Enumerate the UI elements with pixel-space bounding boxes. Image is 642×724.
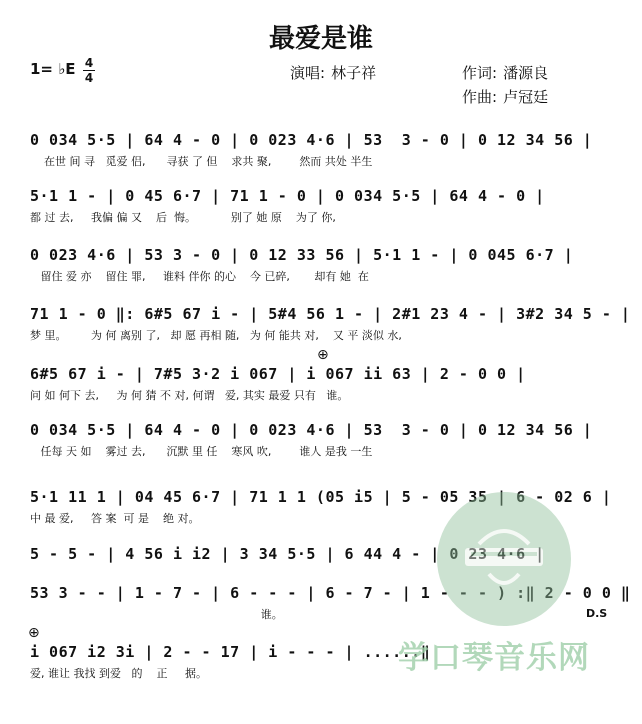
lyrics-line: 谁。 [30,608,283,621]
meter-top: 4 [84,56,94,70]
notation-line: 53 3 - - | 1 - 7 - | 6 - - - | 6 - 7 - | 1 - - - ) :‖ 2 - 0 0 ‖ [30,584,631,602]
composer-name: 卢冠廷 [503,88,549,106]
notation-line: 5·1 1 - | 0 45 6·7 | 71 1 - 0 | 0 034 5·5 | 64 4 - 0 | [30,187,545,205]
lyrics-line: 在世 间 寻 觅爱 侣, 寻获 了 但 求共 聚, 然而 共处 半生 [30,155,373,168]
ds-mark: D.S [586,607,608,620]
notation-line: i 067 i2 3i | 2 - - 17 | i - - - | ......‖ [30,643,431,661]
notation-line: 0 034 5·5 | 64 4 - 0 | 0 023 4·6 | 53 3 - 0 | 0 12 34 56 | [30,131,593,149]
watermark-text: 学口琴音乐网 [398,640,590,676]
score-row-1 [30,130,615,170]
harmonica-icon [459,518,549,598]
song-title: 最爱是谁 [268,24,373,54]
watermark-logo [437,492,571,626]
notation-line: 6#5 67 i - | 7#5 3·2 i 067 | i 067 ii 63 | 2 - 0 0 | [30,365,526,383]
notation-line: 0 034 5·5 | 64 4 - 0 | 0 023 4·6 | 53 3 - 0 | 0 12 34 56 | [30,421,593,439]
key-signature: 1= ♭E [30,60,76,78]
score-row-2 [30,186,615,226]
singer-credit [290,62,376,83]
coda-sign-1: ⊕ [317,347,329,363]
lyrics-line: 梦 里。 为 何 离别 了, 却 愿 再相 随, 为 何 能共 对, 又 平 淡似 水, [30,329,402,342]
time-signature [83,57,95,84]
lyricist-name: 潘源良 [503,64,549,82]
score-row-4 [30,304,631,344]
notation-line: 5 - 5 - | 4 56 i i2 | 3 34 5·5 | 6 44 4 - | 0 23 4·6 | [30,545,545,563]
composer-label: 作曲: [462,88,498,106]
lyrics-line: 中 最 爱, 答 案 可 是 绝 对。 [30,512,200,525]
lyricist-label: 作词: [462,64,498,82]
lyrics-line: 留住 爱 亦 留住 罪, 谁料 伴你 的心 今 已碎, 却有 她 在 [30,270,369,283]
lyrics-line: 问 如 何下 去, 为 何 猜 不 对, 何谓 爱, 其实 最爱 只有 谁。 [30,389,349,402]
notation-line: 5·1 11 1 | 04 45 6·7 | 71 1 1 (05 i5 | 5 - 05 35 | 6 - 02 6 | [30,488,612,506]
singer-name: 林子祥 [331,64,377,82]
meter-bottom: 4 [84,71,94,85]
coda-sign-2: ⊕ [28,625,40,641]
lyrics-line: 任每 天 如 雾过 去, 沉默 里 任 寒风 吹, 谁人 是我 一生 [30,445,373,458]
lyrics-line: 爱, 谁让 我找 到爱 的 正 据。 [30,667,207,680]
score-row-6 [30,420,615,460]
score-row-3 [30,245,615,285]
lyrics-line: 都 过 去, 我偏 偏 又 后 悔。 别了 她 原 为了 你, [30,211,336,224]
score-row-5 [30,364,615,404]
composer-credit [462,86,548,107]
singer-label: 演唱: [290,64,326,82]
notation-line: 0 023 4·6 | 53 3 - 0 | 0 12 33 56 | 5·1 1 - | 0 045 6·7 | [30,246,574,264]
notation-line: 71 1 - 0 ‖: 6#5 67 i - | 5#4 56 1 - | 2#1 23 4 - | 3#2 34 5 - | [30,305,631,323]
lyricist-credit [462,62,548,83]
